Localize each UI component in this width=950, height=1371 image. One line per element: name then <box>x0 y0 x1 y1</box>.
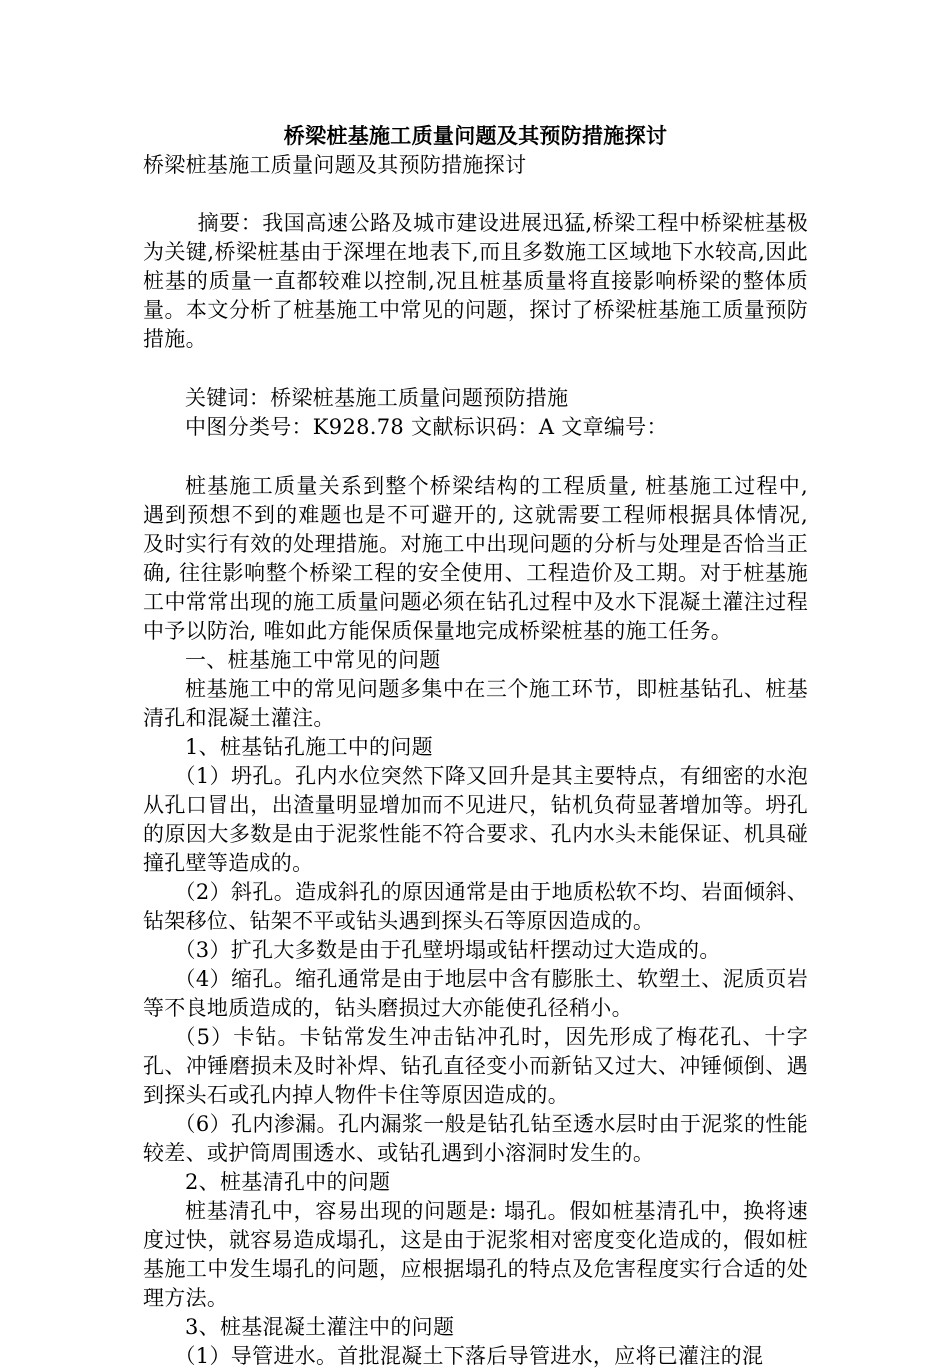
blank-line <box>143 354 808 384</box>
subsection-2-paragraph: 桩基清孔中，容易出现的问题是: 塌孔。假如桩基清孔中，换将速度过快，就容易造成塌孔，这是由于泥浆相对密度变化造成的，假如桩基施工中发生塌孔的问题，应根据塌孔的特点及危害程度实行合适的处理方法。 <box>143 1199 808 1310</box>
list-item: （1）导管进水。首批混凝土下落后导管进水，应将已灌注的混 <box>174 1344 764 1368</box>
document-subtitle: 桥梁桩基施工质量问题及其预防措施探讨 <box>143 153 527 177</box>
document-title: 桥梁桩基施工质量问题及其预防措施探讨 <box>283 123 668 148</box>
keywords-line: 关键词：桥梁桩基施工质量问题预防措施 <box>185 386 569 410</box>
blank-line <box>143 442 808 472</box>
abstract-paragraph: 摘要：我国高速公路及城市建设进展迅猛,桥梁工程中桥梁桩基极为关键,桥梁桩基由于深埋在地表下,而且多数施工区域地下水较高,因此桩基的质量一直都较难以控制,况且桩基质量将直接影响桥梁的整体质量。本文分析了桩基施工中常见的问题，探讨了桥梁桩基施工质量预防措施。 <box>143 211 808 351</box>
list-item: （6）孔内渗漏。孔内漏浆一般是钻孔钻至透水层时由于泥浆的性能较差、或护筒周围透水、或钻孔遇到小溶洞时发生的。 <box>143 1112 808 1165</box>
subsection-heading-2: 2、桩基清孔中的问题 <box>185 1170 391 1194</box>
blank-line <box>143 179 808 209</box>
list-item: （3）扩孔大多数是由于孔壁坍塌或钻杆摆动过大造成的。 <box>174 938 721 962</box>
document-body <box>143 120 808 1371</box>
list-item: （4）缩孔。缩孔通常是由于地层中含有膨胀土、软塑土、泥质页岩等不良地质造成的，钻头磨损过大亦能使孔径稍小。 <box>143 967 808 1020</box>
list-item: （5）卡钻。卡钻常发生冲击钻冲孔时，因先形成了梅花孔、十字孔、冲锤磨损未及时补焊、钻孔直径变小而新钻又过大、冲锤倾倒、遇到探头石或孔内掉人物件卡住等原因造成的。 <box>143 1025 808 1107</box>
section-1-paragraph: 桩基施工中的常见问题多集中在三个施工环节，即桩基钻孔、桩基清孔和混凝土灌注。 <box>143 677 808 730</box>
subsection-heading-1: 1、桩基钻孔施工中的问题 <box>185 735 433 759</box>
classification-line: 中图分类号：K928.78 文献标识码：A 文章编号： <box>185 415 668 439</box>
subsection-heading-3: 3、桩基混凝土灌注中的问题 <box>185 1315 455 1339</box>
section-heading-1: 一、桩基施工中常见的问题 <box>185 648 441 672</box>
list-item: （2）斜孔。造成斜孔的原因通常是由于地质松软不均、岩面倾斜、钻架移位、钻架不平或钻头遇到探头石等原因造成的。 <box>143 880 808 933</box>
list-item: （1）坍孔。孔内水位突然下降又回升是其主要特点，有细密的水泡从孔口冒出，出渣量明显增加而不见进尺，钻机负荷显著增加等。坍孔的原因大多数是由于泥浆性能不符合要求、孔内水头未能保证、机具碰撞孔壁等造成的。 <box>143 764 808 875</box>
intro-paragraph: 桩基施工质量关系到整个桥梁结构的工程质量, 桩基施工过程中, 遇到预想不到的难题也是不可避开的, 这就需要工程师根据具体情况, 及时实行有效的处理措施。对施工中出现问题的分析与处理是否恰当正确, 往往影响整个桥梁工程的安全使用、工程造价及工期。对于桩基施工中常常出现的施工质量问题必须在钻孔过程中及水下混凝土灌注过程中予以防治, 唯如此方能保质保量地完成桥梁桩基的施工任务。 <box>143 474 808 643</box>
